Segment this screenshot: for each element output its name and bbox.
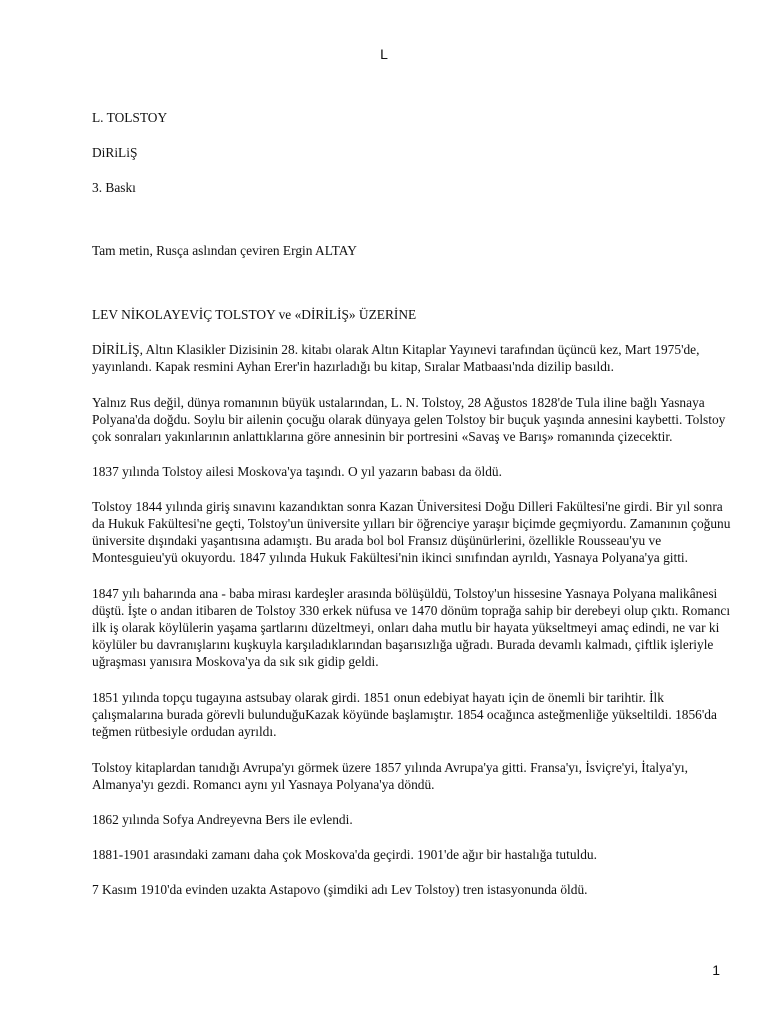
paragraph: 1862 yılında Sofya Andreyevna Bers ile evlendi. <box>92 812 353 827</box>
paragraph: 7 Kasım 1910'da evinden uzakta Astapovo (şimdiki adı Lev Tolstoy) tren istasyonunda öldü. <box>92 882 588 897</box>
translator-line: Tam metin, Rusça aslından çeviren Ergin ALTAY <box>92 243 357 258</box>
section-heading: LEV NİKOLAYEVİÇ TOLSTOY ve «DİRİLİŞ» ÜZERİNE <box>92 307 417 322</box>
author-line: L. TOLSTOY <box>92 110 168 125</box>
paragraph: Yalnız Rus değil, dünya romanının büyük ustalarından, L. N. Tolstoy, 28 Ağustos 1828'de Tula iline bağlı Yasnaya Polyana'da doğdu. Soylu bir ailenin çocuğu olarak dünyaya gelen Tolstoy bir buçuk yaşında annesini kaybetti. Tolstoy çok sonraları yakınlarının anlattıklarına göre annesinin bir portresini «Savaş ve Barış» romanında çizecektir. <box>92 395 726 444</box>
paragraph: 1881-1901 arasındaki zamanı daha çok Moskova'da geçirdi. 1901'de ağır bir hastalığa tutuldu. <box>92 847 597 862</box>
paragraph: 1837 yılında Tolstoy ailesi Moskova'ya taşındı. O yıl yazarın babası da öldü. <box>92 464 502 479</box>
document-body <box>92 109 732 898</box>
paragraph: DİRİLİŞ, Altın Klasikler Dizisinin 28. kitabı olarak Altın Kitaplar Yayınevi tarafından üçüncü kez, Mart 1975'de, yayınlandı. Kapak resmini Ayhan Erer'in hazırladığı bu kitap, Sıralar Matbaası'nda dizilip basıldı. <box>92 342 700 374</box>
page-number: 1 <box>712 962 720 978</box>
paragraph: 1847 yılı baharında ana - baba mirası kardeşler arasında bölüşüldü, Tolstoy'un hissesine Yasnaya Polyana malikânesi düştü. İşte o andan itibaren de Tolstoy 330 erkek nüfusa ve 1470 dönüm toprağa sahip bir derebeyi olup çıktı. Romancı ilk iş olarak köylülerin yaşama şartlarını düzeltmeyi, onları daha mutlu bir hayata yükseltmeyi amaç edindi, ne var ki köylüler bu davranışlarını kuşkuyla karşıladıklarından başarısızlığa uğradı. Burada devamlı kalmadı, çiftlik işleriyle uğraşması yanısıra Moskova'ya da sık sık gidip geldi. <box>92 586 731 669</box>
paragraph: Tolstoy 1844 yılında giriş sınavını kazandıktan sonra Kazan Üniversitesi Doğu Dilleri Fakültesi'ne girdi. Bir yıl sonra da Hukuk Fakültesi'ne geçti, Tolstoy'un üniversite yılları bir öğrenciye yaraşır biçimde geçmiyordu. Zamanının çoğunu üniversite dışındaki yaşantısına adamıştı. Bu arada bol bol Fransız düşünürlerini, özellikle Rousseau'yu ve Montesguieu'yü okuyordu. 1847 yılında Hukuk Fakültesi'nin ikinci sınıfından ayrıldı, Yasnaya Polyana'ya gitti. <box>92 499 731 565</box>
book-title: DiRiLiŞ <box>92 145 138 160</box>
paragraph: Tolstoy kitaplardan tanıdığı Avrupa'yı görmek üzere 1857 yılında Avrupa'ya gitti. Fransa'yı, İsviçre'yi, İtalya'yı, Almanya'yı gezdi. Romancı aynı yıl Yasnaya Polyana'ya döndü. <box>92 760 688 792</box>
paragraph: 1851 yılında topçu tugayına astsubay olarak girdi. 1851 onun edebiyat hayatı için de önemli bir tarihtir. İlk çalışmalarına burada görevli bulunduğuKazak köyünde başlamıştır. 1854 ocağınca asteğmenliğe yükseltildi. 1856'da teğmen rütbesiyle ordudan ayrıldı. <box>92 690 717 739</box>
edition-line: 3. Baskı <box>92 180 136 195</box>
page-header-letter: L <box>380 46 388 62</box>
